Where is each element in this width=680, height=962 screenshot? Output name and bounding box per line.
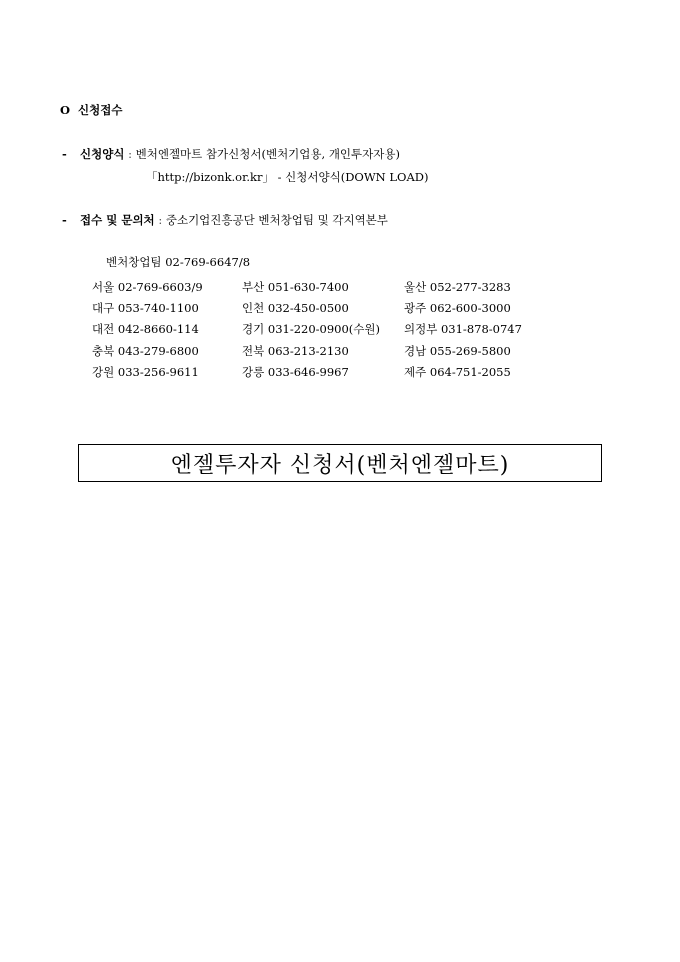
contact-entry: 부산 051-630-7400 (242, 280, 349, 294)
team-contact: 벤처창업팀 02-769-6647/8 (106, 255, 251, 269)
contact-entry: 제주 064-751-2055 (404, 365, 511, 379)
section-heading (60, 102, 122, 118)
contact-entry: 대전 042-8660-114 (92, 322, 199, 336)
contact-entry: 경남 055-269-5800 (404, 344, 511, 358)
inquiry-value: 중소기업진흥공단 벤처창업팀 및 각지역본부 (165, 213, 388, 227)
contact-entry: 경기 031-220-0900(수원) (242, 322, 381, 336)
section-title: 신청접수 (78, 103, 123, 117)
colon-separator: : (158, 213, 163, 227)
contact-entry: 전북 063-213-2130 (242, 344, 349, 358)
dash-marker: - (62, 213, 67, 227)
application-form-value: 벤처엔젤마트 참가신청서(벤처기업용, 개인투자자용) (135, 147, 400, 161)
inquiry-row (62, 212, 388, 228)
contact-entry: 강원 033-256-9611 (92, 365, 199, 379)
contact-entry: 인천 032-450-0500 (242, 301, 349, 315)
contact-entry: 의정부 031-878-0747 (404, 322, 522, 336)
bullet-marker: Ο (60, 103, 71, 117)
application-form-label: 신청양식 (80, 147, 125, 161)
contact-entry: 광주 062-600-3000 (404, 301, 511, 315)
contact-entry: 충북 043-279-6800 (92, 344, 199, 358)
contact-entry: 서울 02-769-6603/9 (92, 280, 203, 294)
application-form-row (62, 146, 400, 162)
form-title-box (78, 444, 602, 482)
contact-entry: 대구 053-740-1100 (92, 301, 199, 315)
inquiry-label: 접수 및 문의처 (80, 213, 155, 227)
download-url-line: 「http://bizonk.or.kr」 - 신청서양식(DOWN LOAD) (146, 170, 429, 184)
contact-entry: 강릉 033-646-9967 (242, 365, 349, 379)
form-title: 엔젤투자자 신청서(벤처엔젤마트) (170, 452, 510, 478)
colon-separator: : (128, 147, 132, 161)
dash-marker: - (62, 147, 67, 161)
contact-entry: 울산 052-277-3283 (404, 280, 511, 294)
